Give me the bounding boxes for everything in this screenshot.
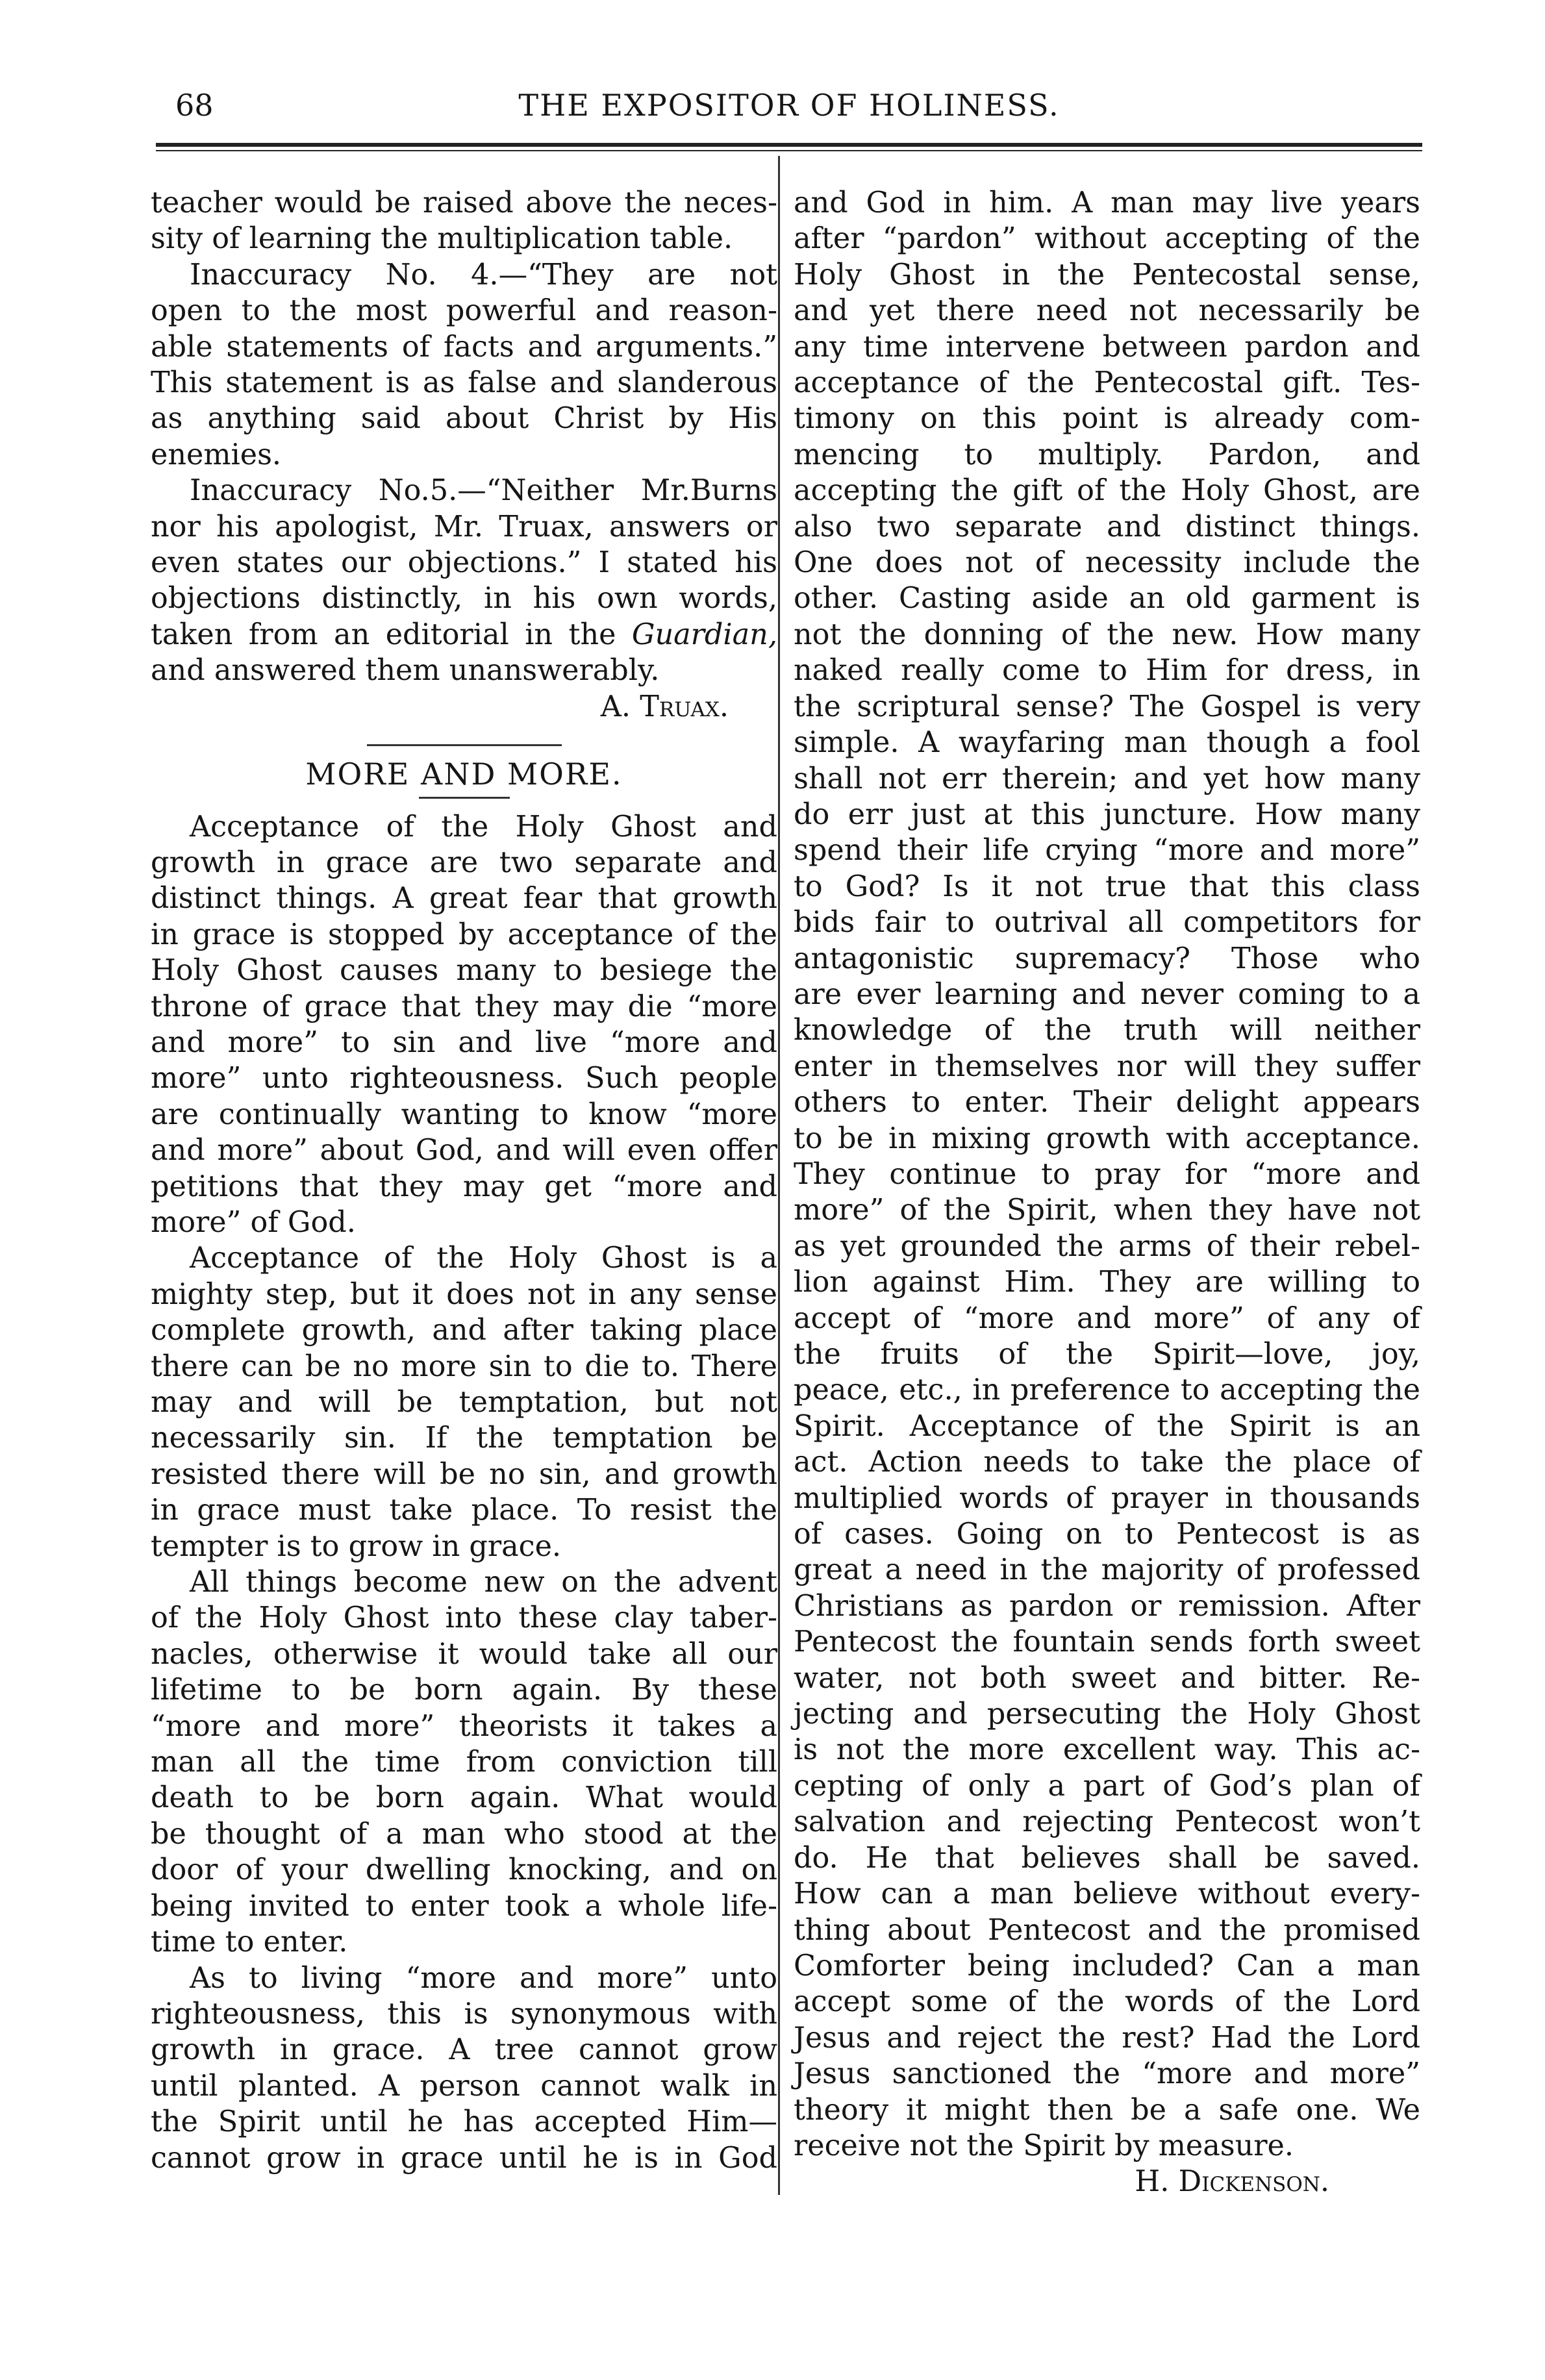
text-line: One does not of necessity include the (794, 546, 1420, 580)
text-line: act. Action needs to take the place of (794, 1446, 1420, 1479)
text-line: Spirit. Acceptance of the Spirit is an (794, 1409, 1420, 1443)
text-line: be thought of a man who stood at the (151, 1817, 777, 1851)
text-line: able statements of facts and arguments.” (151, 330, 777, 364)
text-line: man all the time from conviction till (151, 1746, 777, 1779)
text-line: mencing to multiply. Pardon, and (794, 438, 1420, 471)
text-line: others to enter. Their delight appears (794, 1086, 1420, 1120)
text-line: lifetime to be born again. By these (151, 1673, 777, 1707)
text-line: great a need in the majority of professed (794, 1553, 1420, 1587)
text-line: shall not err therein; and yet how many (794, 762, 1420, 795)
text-line: Comforter being included? Can a man (794, 1949, 1420, 1983)
text-line: As to living “more and more” unto (190, 1961, 777, 1995)
text-line: Christians as pardon or remission. After (794, 1589, 1420, 1623)
text-line: there can be no more sin to die to. There (151, 1349, 777, 1383)
text-line: nacles, otherwise it would take all our (151, 1637, 777, 1671)
text-line: and more” to sin and live “more and (151, 1025, 777, 1059)
text-line: time to enter. (151, 1925, 348, 1959)
text-line: sity of learning the multiplication table. (151, 222, 733, 256)
text-line: until planted. A person cannot walk in (151, 2069, 777, 2103)
text-line: the scriptural sense? The Gospel is very (794, 690, 1420, 723)
text-line: tempter is to grow in grace. (151, 1529, 562, 1563)
text-line: growth in grace. A tree cannot grow (151, 2033, 777, 2067)
text-line: righteousness, this is synonymous with (151, 1997, 777, 2031)
text-line: Holy Ghost causes many to besiege the (151, 954, 777, 988)
text-line: necessarily sin. If the temptation be (151, 1422, 777, 1455)
text-line: jecting and persecuting the Holy Ghost (794, 1697, 1420, 1731)
text-line: to be in mixing growth with acceptance. (794, 1121, 1420, 1155)
text-line: This statement is as false and slanderous (151, 366, 777, 400)
page-number: 68 (175, 88, 214, 123)
text-line: Acceptance of the Holy Ghost and (190, 810, 777, 844)
text-line: enter in themselves nor will they suffer (794, 1049, 1420, 1083)
text-line: timony on this point is already com- (794, 402, 1420, 436)
text-line: of the Holy Ghost into these clay taber- (151, 1601, 777, 1635)
text-line: mighty step, but it does not in any sense (151, 1277, 777, 1311)
text-line: complete growth, and after taking place (151, 1314, 777, 1347)
left-column (151, 185, 777, 2176)
text-line-part: taken from an editorial in the (151, 618, 632, 651)
text-line: in grace must take place. To resist the (151, 1494, 777, 1527)
text-line: accept some of the words of the Lord (794, 1985, 1420, 2019)
text-line: Jesus and reject the rest? Had the Lord (794, 2021, 1420, 2055)
right-column (794, 185, 1420, 2200)
text-line: of cases. Going on to Pentecost is as (794, 1518, 1420, 1551)
text-line: “more and more” theorists it takes a (151, 1709, 777, 1743)
title-underline-rule (419, 797, 510, 799)
text-line: other. Casting aside an old garment is (794, 582, 1420, 616)
guardian-title: Guardian, (631, 618, 777, 651)
signature-truax: A. Truax. (600, 690, 729, 723)
text-line: knowledge of the truth will neither (794, 1014, 1420, 1047)
text-line: cepting of only a part of God’s plan of (794, 1769, 1420, 1803)
text-line: antagonistic supremacy? Those who (794, 942, 1420, 975)
text-line: teacher would be raised above the neces- (151, 186, 777, 219)
text-line: more” of God. (151, 1205, 356, 1239)
text-line: lion against Him. They are willing to (794, 1266, 1420, 1299)
text-line: simple. A wayfaring man though a fool (794, 726, 1420, 760)
header-rule-thick (156, 143, 1422, 147)
text-line: may and will be temptation, but not (151, 1386, 777, 1419)
text-line: theory it might then be a safe one. We (794, 2093, 1420, 2127)
header-rule-thin (156, 150, 1422, 151)
text-line: after “pardon” without accepting of the (794, 222, 1420, 256)
text-line: the fruits of the Spirit—love, joy, (794, 1338, 1420, 1371)
text-line: even states our objections.” I stated his (151, 546, 777, 580)
running-title: THE EXPOSITOR OF HOLINESS. (518, 88, 1060, 123)
text-line: any time intervene between pardon and (794, 330, 1420, 364)
text-line: Inaccuracy No.5.—“Neither Mr.Burns (190, 474, 777, 508)
text-line: open to the most powerful and reason- (151, 294, 777, 328)
text-line: thing about Pentecost and the promised (794, 1913, 1420, 1947)
text-line: nor his apologist, Mr. Truax, answers or (151, 510, 777, 544)
text-line: objections distinctly, in his own words, (151, 582, 777, 616)
text-line: throne of grace that they may die “more (151, 990, 777, 1023)
text-line: and yet there need not necessarily be (794, 294, 1420, 328)
text-line: petitions that they may get “more and (151, 1170, 777, 1203)
text-line: door of your dwelling knocking, and on (151, 1853, 777, 1887)
text-line: enemies. (151, 438, 282, 471)
text-line: are ever learning and never coming to a (794, 977, 1420, 1011)
text-line: to God? Is it not true that this class (794, 870, 1420, 903)
text-line: is not the more excellent way. This ac- (794, 1733, 1420, 1767)
text-line: more” of the Spirit, when they have not (794, 1194, 1420, 1227)
text-line: bids fair to outrival all competitors for (794, 906, 1420, 940)
text-line: distinct things. A great fear that growth (151, 882, 777, 916)
text-line: are continually wanting to know “more (151, 1097, 777, 1131)
text-line: cannot grow in grace until he is in God (151, 2141, 777, 2175)
text-line: Acceptance of the Holy Ghost is a (190, 1242, 777, 1275)
text-line: and God in him. A man may live years (794, 186, 1420, 219)
text-line: accept of “more and more” of any of (794, 1301, 1420, 1335)
text-line: being invited to enter took a whole life- (151, 1889, 777, 1923)
text-line: Inaccuracy No. 4.—“They are not (190, 258, 777, 292)
text-line: more” unto righteousness. Such people (151, 1062, 777, 1096)
text-line: do err just at this juncture. How many (794, 797, 1420, 831)
text-line: water, not both sweet and bitter. Re- (794, 1661, 1420, 1695)
text-line: also two separate and distinct things. (794, 510, 1420, 544)
text-line: Pentecost the fountain sends forth sweet (794, 1625, 1420, 1659)
text-line: peace, etc., in preference to accepting the (794, 1373, 1420, 1407)
text-line (151, 617, 777, 653)
text-line: receive not the Spirit by measure. (794, 2129, 1294, 2162)
text-line: They continue to pray for “more and (794, 1157, 1420, 1191)
page-header (156, 88, 1422, 133)
text-line: Holy Ghost in the Pentecostal sense, (794, 258, 1420, 292)
column-divider (778, 156, 780, 2195)
article-title: MORE AND MORE. (305, 757, 623, 792)
text-line: the Spirit until he has accepted Him— (151, 2105, 777, 2139)
text-line: growth in grace are two separate and (151, 846, 777, 879)
text-line: acceptance of the Pentecostal gift. Tes- (794, 366, 1420, 400)
text-line: resisted there will be no sin, and growth (151, 1457, 777, 1491)
text-line: and more” about God, and will even offer (151, 1134, 777, 1168)
text-line: not the donning of the new. How many (794, 618, 1420, 651)
text-line: How can a man believe without every- (794, 1877, 1420, 1911)
text-line: and answered them unanswerably. (151, 654, 660, 688)
text-line: as yet grounded the arms of their rebel- (794, 1229, 1420, 1263)
text-line: in grace is stopped by acceptance of the (151, 918, 777, 951)
text-line: Jesus sanctioned the “more and more” (794, 2057, 1420, 2091)
text-line: do. He that believes shall be saved. (794, 1841, 1420, 1875)
text-line: spend their life crying “more and more” (794, 834, 1420, 868)
text-line: naked really come to Him for dress, in (794, 654, 1420, 688)
article-separator-rule (367, 744, 562, 746)
text-line: death to be born again. What would (151, 1781, 777, 1815)
signature-dickenson: H. Dickenson. (1135, 2165, 1329, 2199)
text-line: All things become new on the advent (190, 1566, 777, 1599)
text-line: accepting the gift of the Holy Ghost, are (794, 474, 1420, 508)
text-line: salvation and rejecting Pentecost won’t (794, 1805, 1420, 1839)
text-line: as anything said about Christ by His (151, 402, 777, 436)
text-line: multiplied words of prayer in thousands (794, 1481, 1420, 1515)
